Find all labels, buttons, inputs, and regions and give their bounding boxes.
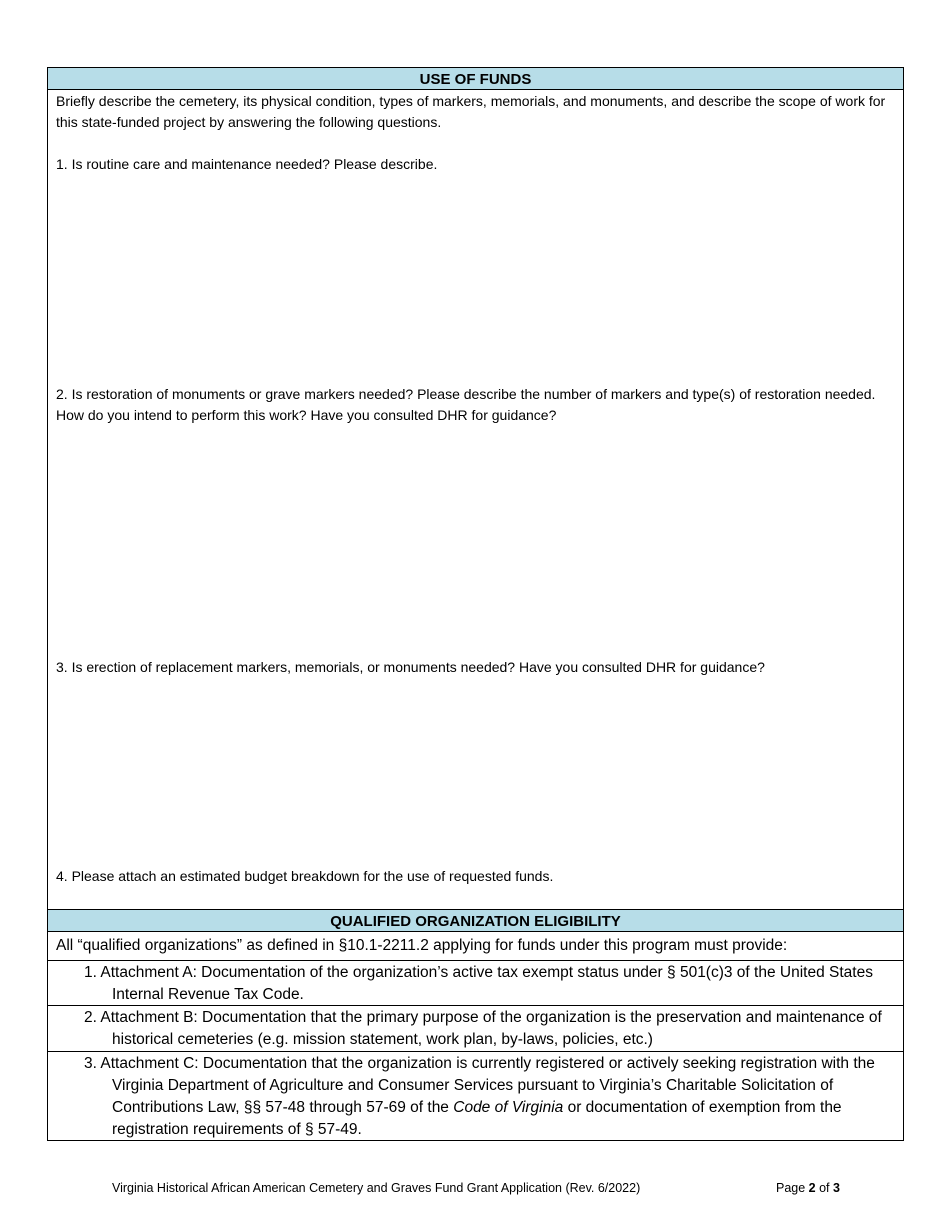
application-form	[47, 67, 904, 1141]
question-1: 1. Is routine care and maintenance needed? Please describe.	[56, 156, 438, 172]
question-2: 2. Is restoration of monuments or grave markers needed? Please describe the number of markers and type(s) of restoration needed. How do you intend to perform this work? Have you consulted DHR for guidance?	[56, 386, 876, 423]
question-4: 4. Please attach an estimated budget breakdown for the use of requested funds.	[56, 868, 554, 884]
use-of-funds-header: USE OF FUNDS	[47, 67, 904, 90]
eligibility-header: QUALIFIED ORGANIZATION ELIGIBILITY	[47, 909, 904, 932]
eligibility-item-row-3	[47, 1052, 904, 1141]
eligibility-intro: All “qualified organizations” as defined in §10.1-2211.2 applying for funds under this program must provide:	[56, 937, 788, 954]
answer-area-1[interactable]	[56, 174, 893, 374]
eligibility-item-2: 2. Attachment B: Documentation that the primary purpose of the organization is the preservation and maintenance of historical cemeteries (e.g. mission statement, work plan, by-laws, policies, etc.)	[84, 1009, 882, 1048]
page-total: 3	[833, 1181, 840, 1195]
eligibility-item-3-text-b: or documentation of exemption from the registration requirements of § 57-49.	[112, 1099, 842, 1138]
eligibility-item-3	[48, 1053, 903, 1141]
answer-area-3[interactable]	[56, 680, 893, 860]
eligibility-intro-row	[47, 932, 904, 961]
page-current: 2	[808, 1181, 816, 1195]
use-of-funds-intro: Briefly describe the cemetery, its physical condition, types of markers, memorials, and monuments, and describe the scope of work for this state-funded project by answering the following questions.	[56, 93, 886, 130]
eligibility-item-1: 1. Attachment A: Documentation of the organization’s active tax exempt status under § 501(c)3 of the United States Internal Revenue Tax Code.	[84, 964, 873, 1003]
page-number	[776, 1181, 840, 1195]
page-prefix: Page	[776, 1181, 809, 1195]
code-of-virginia-citation: Code of Virginia	[453, 1099, 564, 1116]
page-of: of	[815, 1181, 833, 1195]
eligibility-item-3-text-a: 3. Attachment C: Documentation that the organization is currently registered or actively seeking registration with the Virginia Department of Agriculture and Consumer Services pursuant to Virginia’s Charitable Solicitation of Contributions Law, §§ 57-48 through 57-69 of the	[84, 1055, 875, 1116]
answer-area-2[interactable]	[56, 430, 893, 650]
eligibility-item-row-1	[47, 961, 904, 1006]
eligibility-item-row-2	[47, 1006, 904, 1052]
question-3: 3. Is erection of replacement markers, memorials, or monuments needed? Have you consulted DHR for guidance?	[56, 659, 765, 675]
use-of-funds-section	[47, 90, 904, 909]
footer-title: Virginia Historical African American Cemetery and Graves Fund Grant Application (Rev. 6/2022)	[112, 1181, 641, 1195]
